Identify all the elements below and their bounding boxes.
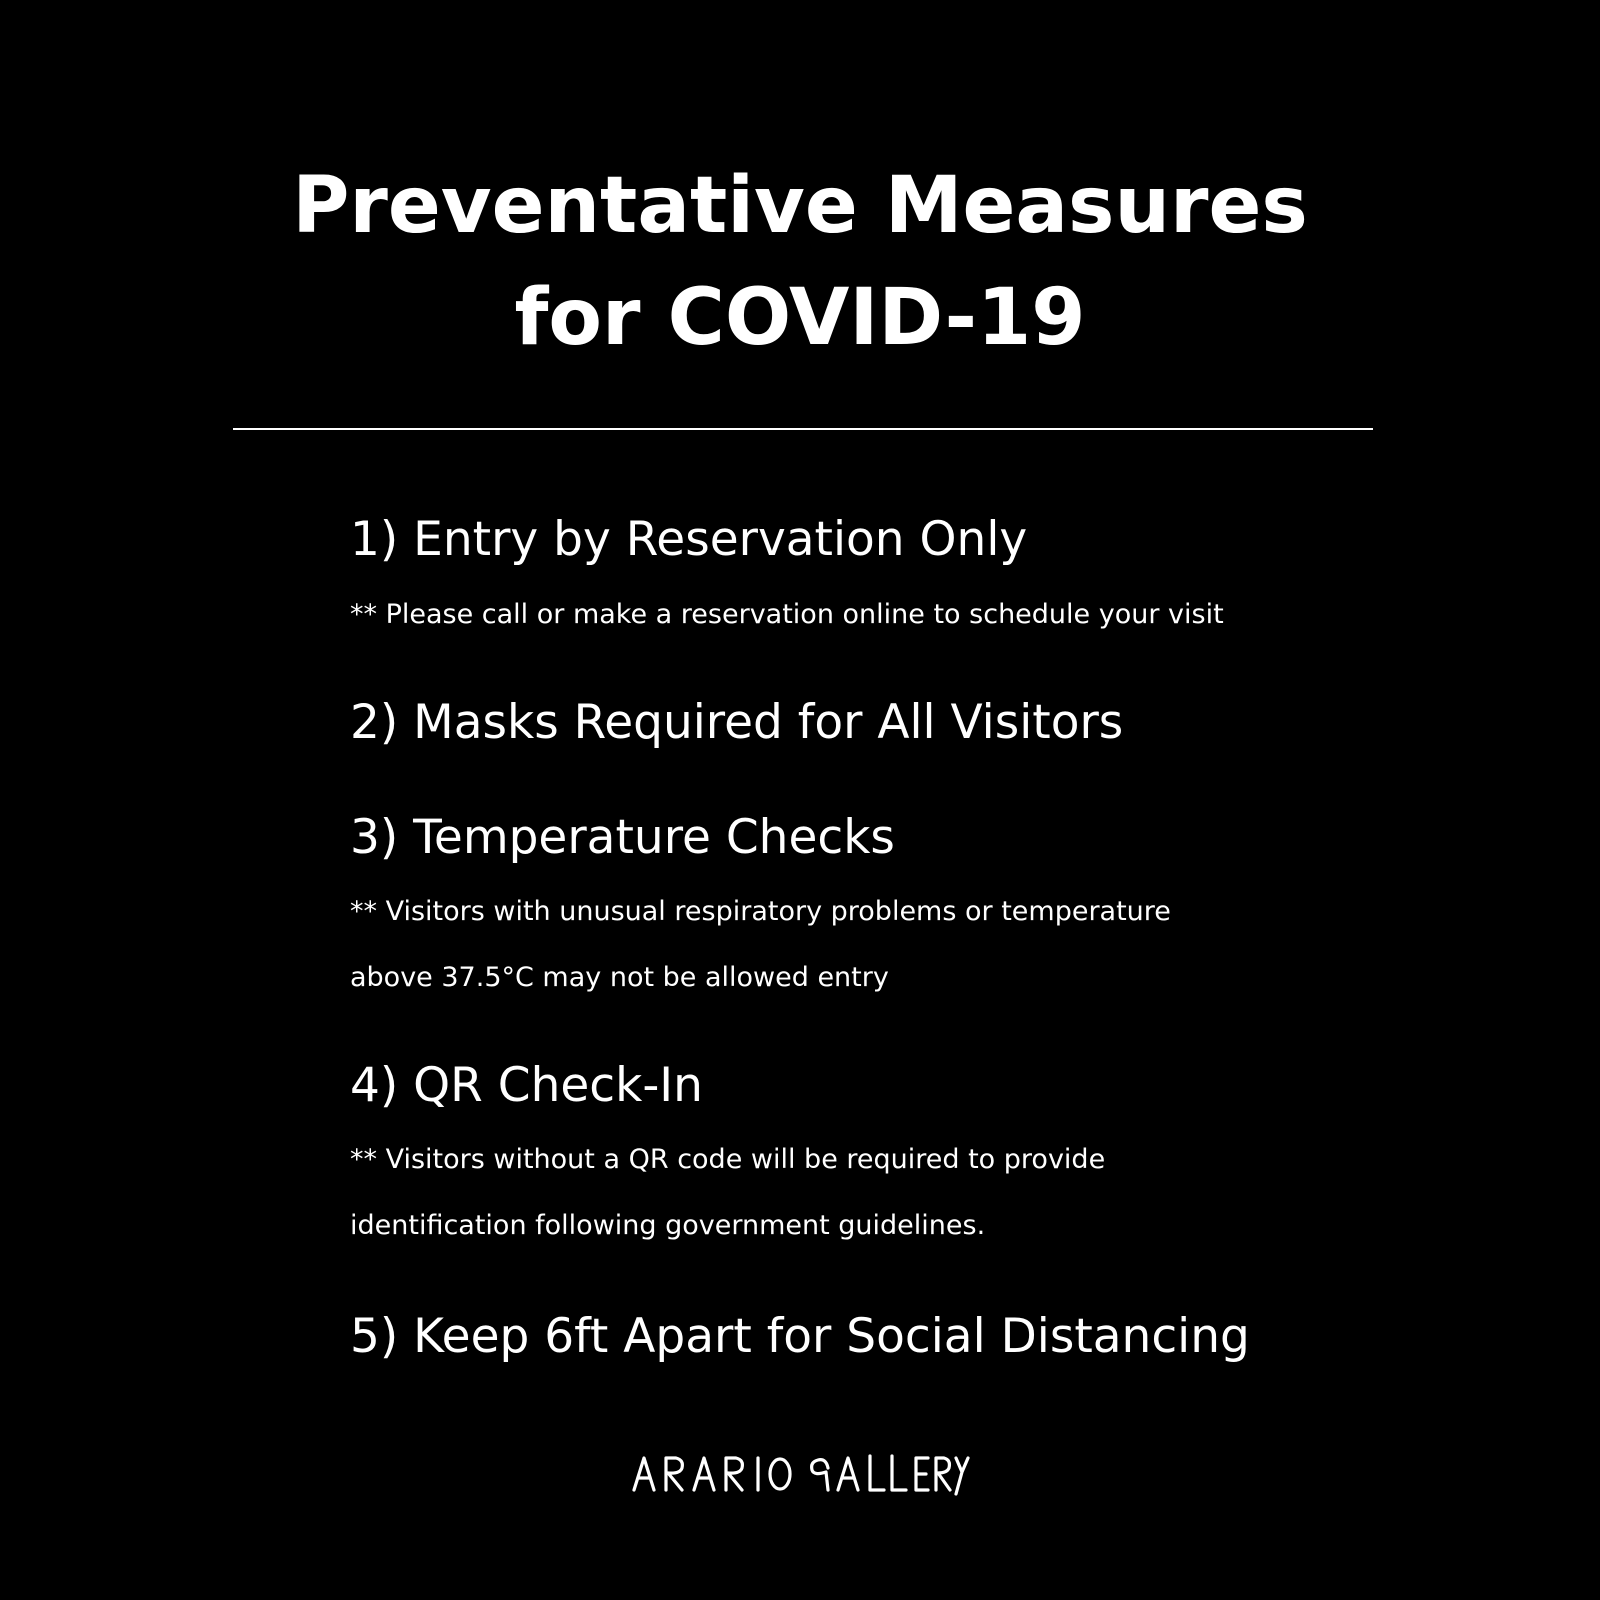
measure-note-1-line-1: ** Please call or make a reservation online to schedule your visit [350,599,1224,630]
divider [233,428,1373,430]
measure-note-4-line-1: ** Visitors without a QR code will be required to provide [350,1144,1106,1175]
measure-heading-3: 3) Temperature Checks [350,810,895,865]
measure-heading-4: 4) QR Check-In [350,1058,703,1113]
measure-note-4-line-2: identification following government guidelines. [350,1210,986,1241]
title-line-2: for COVID-19 [514,273,1086,363]
page-title [0,150,1600,374]
measure-heading-1: 1) Entry by Reservation Only [350,512,1028,567]
measure-heading-5: 5) Keep 6ft Apart for Social Distancing [350,1309,1250,1364]
logo-wordmark-icon [630,1452,970,1496]
title-line-1: Preventative Measures [292,161,1308,251]
measure-heading-2: 2) Masks Required for All Visitors [350,695,1124,750]
measure-note-3-line-1: ** Visitors with unusual respiratory problems or temperature [350,896,1171,927]
arario-gallery-logo [0,1452,1600,1500]
measure-note-3-line-2: above 37.5°C may not be allowed entry [350,962,889,993]
